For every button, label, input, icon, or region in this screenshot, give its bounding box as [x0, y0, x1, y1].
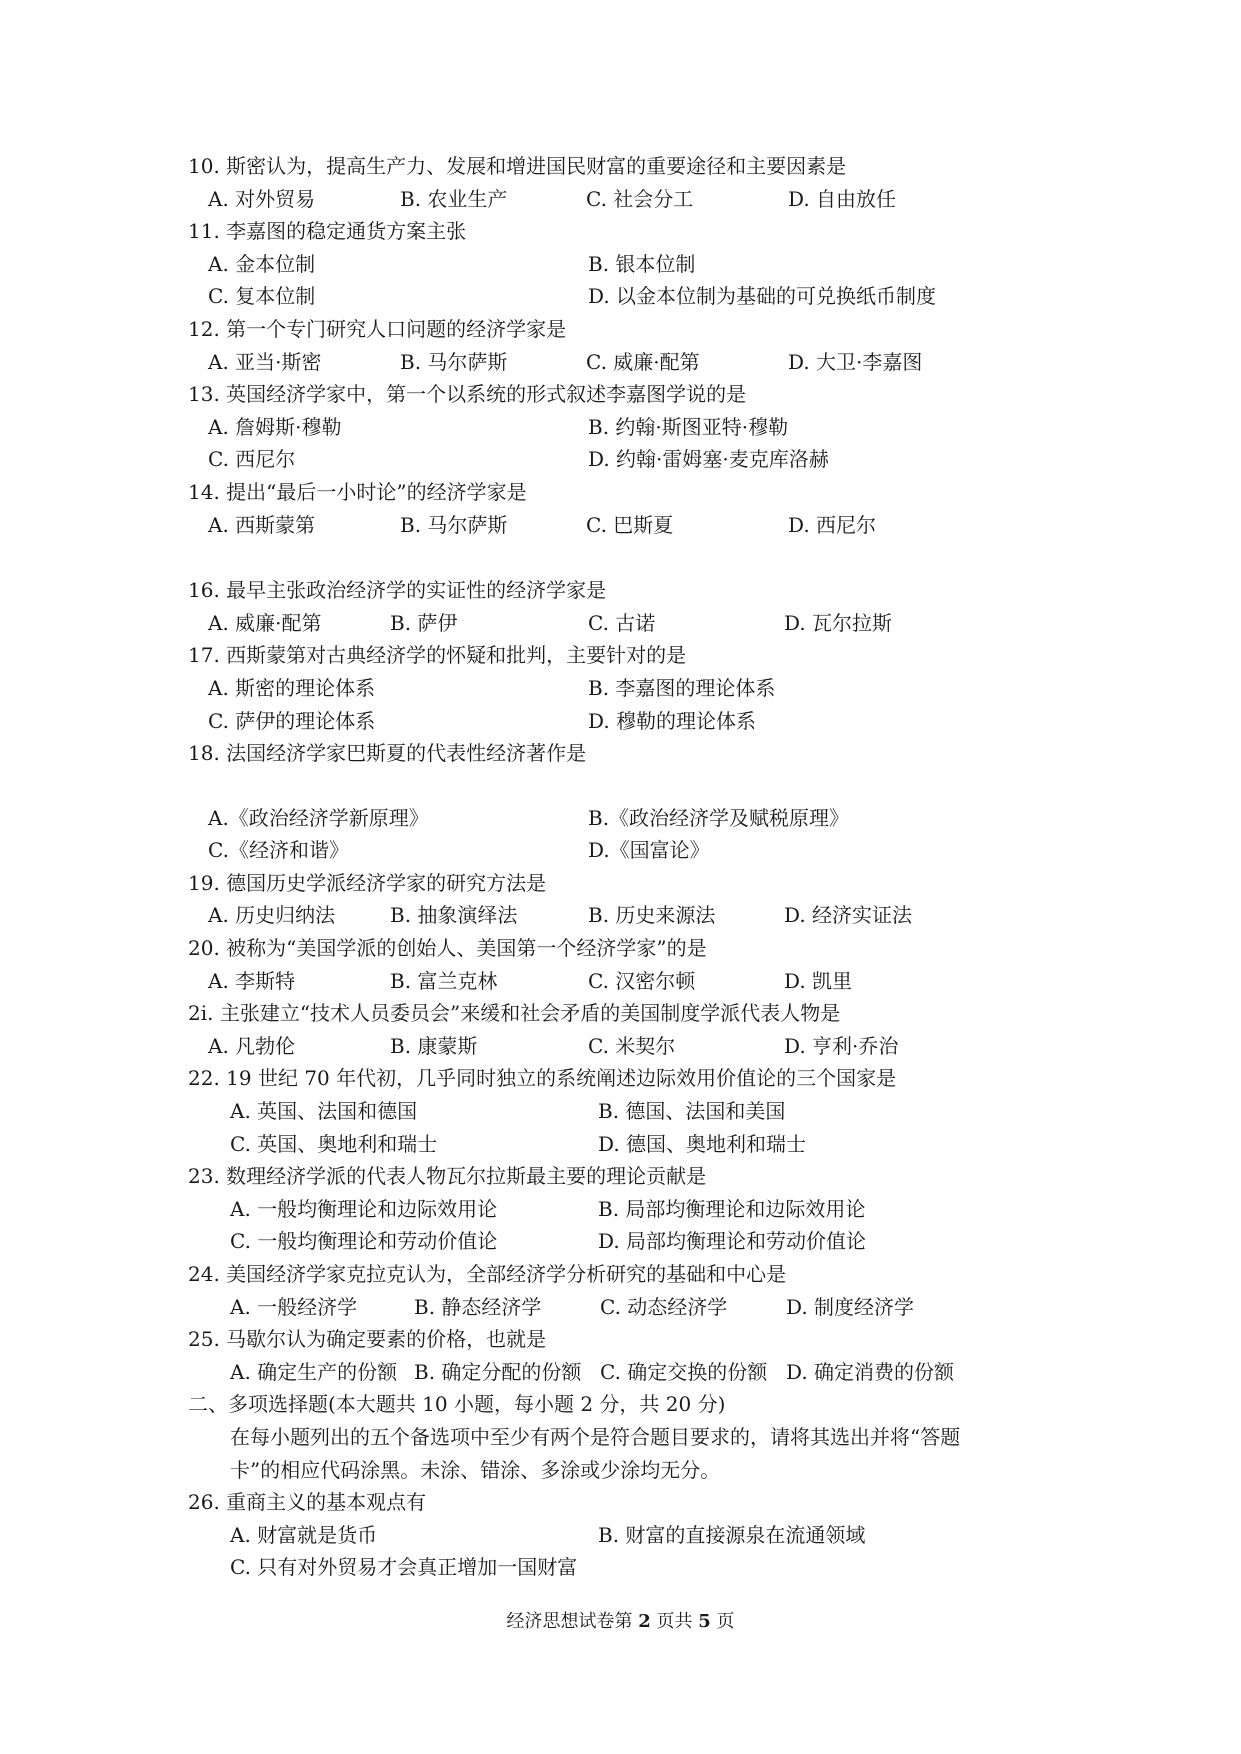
question-stem: 10. 斯密认为，提高生产力、发展和增进国民财富的重要途径和主要因素是 [188, 154, 847, 178]
option: B. 富兰克林 [390, 968, 498, 993]
question-stem: 17. 西斯蒙第对古典经济学的怀疑和批判，主要针对的是 [188, 643, 687, 668]
question-stem: 22. 19 世纪 70 年代初，几乎同时独立的系统阐述边际效用价值论的三个国家是 [188, 1066, 897, 1091]
option-row [188, 411, 1068, 444]
option: D. 德国、奥地利和瑞士 [598, 1131, 807, 1156]
question-block [188, 867, 1068, 1063]
question-options [188, 802, 1068, 867]
option: B. 萨伊 [390, 610, 458, 635]
option: A. 西斯蒙第 [208, 512, 316, 537]
option-row [188, 802, 1068, 835]
option: D. 局部均衡理论和劳动价值论 [598, 1229, 867, 1254]
option: A. 一般均衡理论和边际效用论 [230, 1196, 498, 1221]
option: C. 巴斯夏 [586, 512, 674, 537]
option: C. 汉密尔顿 [588, 968, 696, 993]
option-row [188, 1095, 1068, 1128]
option: D. 凯里 [784, 968, 853, 993]
question-stem: 20. 被称为“美国学派的创始人、美国第一个经济学家”的是 [188, 936, 707, 961]
option: D.《国富论》 [588, 838, 710, 863]
option-row [188, 346, 1068, 379]
option: C. 威廉·配第 [586, 349, 700, 374]
option: A. 财富就是货币 [230, 1522, 378, 1547]
option-row [188, 280, 1068, 313]
option: B. 康蒙斯 [390, 1033, 478, 1058]
option: D. 大卫·李嘉图 [788, 349, 923, 374]
footer-suffix: 页 [716, 1611, 735, 1632]
option: A. 历史归纳法 [208, 903, 336, 928]
option-row [188, 1291, 1068, 1324]
question-block [188, 574, 1068, 770]
option: D. 经济实证法 [784, 903, 913, 928]
option: C. 西尼尔 [208, 447, 296, 472]
question-stem: 14. 提出“最后一小时论”的经济学家是 [188, 479, 527, 504]
option: B. 德国、法国和美国 [598, 1099, 786, 1124]
option-row [188, 443, 1068, 476]
option: A. 詹姆斯·穆勒 [208, 414, 342, 439]
option: B. 抽象演绎法 [390, 903, 518, 928]
option: B. 确定分配的份额 [414, 1359, 582, 1384]
option-row [188, 1356, 1068, 1389]
question-stem: 12. 第一个专门研究人口问题的经济学家是 [188, 316, 567, 341]
option: C. 英国、奥地利和瑞士 [230, 1131, 438, 1156]
option: D. 确定消费的份额 [786, 1359, 955, 1384]
footer-total-pages: 5 [698, 1611, 711, 1632]
question-stem: 19. 德国历史学派经济学家的研究方法是 [188, 870, 547, 895]
option: A. 威廉·配第 [208, 610, 322, 635]
option: A. 确定生产的份额 [230, 1359, 398, 1384]
option-row [188, 1030, 1068, 1063]
option: A. 英国、法国和德国 [230, 1099, 418, 1124]
option: C. 社会分工 [586, 186, 694, 211]
option-row [188, 183, 1068, 216]
exam-content [188, 150, 1068, 1584]
option: A. 金本位制 [208, 251, 316, 276]
option-row [188, 509, 1068, 542]
option: B. 历史来源法 [588, 903, 716, 928]
section-instructions: 在每小题列出的五个备选项中至少有两个是符合题目要求的，请将其选出并将“答题 [230, 1424, 961, 1449]
option: D. 约翰·雷姆塞·麦克库洛赫 [588, 447, 829, 472]
page-footer [0, 1607, 1241, 1637]
option: A. 李斯特 [208, 968, 296, 993]
option: B. 约翰·斯图亚特·穆勒 [588, 414, 789, 439]
blank-gap [188, 770, 1068, 802]
option: B. 银本位制 [588, 251, 696, 276]
option-row [188, 834, 1068, 867]
option-row [188, 1193, 1068, 1226]
question-stem: 26. 重商主义的基本观点有 [188, 1490, 427, 1515]
question-block [188, 150, 1068, 541]
section-instructions: 卡”的相应代码涂黑。未涂、错涂、多涂或少涂均无分。 [230, 1457, 721, 1482]
option-row [188, 1225, 1068, 1258]
option: C. 动态经济学 [600, 1294, 728, 1319]
question-stem: 18. 法国经济学家巴斯夏的代表性经济著作是 [188, 741, 587, 766]
option: A. 凡勃伦 [208, 1033, 296, 1058]
option-row [188, 965, 1068, 998]
option: A.《政治经济学新原理》 [208, 805, 429, 830]
option: C. 米契尔 [588, 1033, 676, 1058]
question-block [188, 1062, 1068, 1388]
question-stem: 11. 李嘉图的稳定通货方案主张 [188, 219, 467, 244]
option: D. 自由放任 [788, 186, 897, 211]
option: C. 一般均衡理论和劳动价值论 [230, 1229, 498, 1254]
question-stem: 25. 马歇尔认为确定要素的价格，也就是 [188, 1327, 547, 1352]
option: D. 瓦尔拉斯 [784, 610, 893, 635]
option: C. 确定交换的份额 [600, 1359, 768, 1384]
footer-page-number: 2 [638, 1611, 651, 1632]
question-stem: 2i. 主张建立“技术人员委员会”来缓和社会矛盾的美国制度学派代表人物是 [188, 1001, 841, 1026]
option: A. 一般经济学 [230, 1294, 358, 1319]
option: B.《政治经济学及赋税原理》 [588, 805, 850, 830]
option: B. 李嘉图的理论体系 [588, 675, 776, 700]
question-stem: 23. 数理经济学派的代表人物瓦尔拉斯最主要的理论贡献是 [188, 1164, 707, 1189]
option: A. 亚当·斯密 [208, 349, 322, 374]
question-stem: 24. 美国经济学家克拉克认为，全部经济学分析研究的基础和中心是 [188, 1262, 787, 1286]
option: C. 古诺 [588, 610, 656, 635]
footer-prefix: 经济思想试卷第 [506, 1611, 633, 1632]
option: D. 以金本位制为基础的可兑换纸币制度 [588, 284, 937, 309]
option: B. 马尔萨斯 [400, 349, 508, 374]
option-row [188, 1519, 1068, 1552]
option: A. 对外贸易 [208, 186, 316, 211]
option-row [188, 1128, 1068, 1161]
option: B. 农业生产 [400, 186, 508, 211]
option-row [188, 705, 1068, 738]
option-row [188, 607, 1068, 640]
option: D. 亨利·乔治 [784, 1033, 899, 1058]
question-stem: 13. 英国经济学家中，第一个以系统的形式叙述李嘉图学说的是 [188, 382, 747, 407]
question-stem: 16. 最早主张政治经济学的实证性的经济学家是 [188, 578, 607, 603]
option-row [188, 672, 1068, 705]
option-row [188, 899, 1068, 932]
option-row [188, 248, 1068, 281]
option: B. 财富的直接源泉在流通领域 [598, 1522, 866, 1547]
blank-gap [188, 541, 1068, 574]
option-row [188, 1551, 1068, 1584]
footer-mid: 页共 [656, 1611, 693, 1632]
option: B. 静态经济学 [414, 1294, 542, 1319]
option: D. 穆勒的理论体系 [588, 708, 757, 733]
option: D. 西尼尔 [788, 512, 877, 537]
option: B. 马尔萨斯 [400, 512, 508, 537]
option: C. 萨伊的理论体系 [208, 708, 376, 733]
section-heading: 二、多项选择题(本大题共 10 小题，每小题 2 分，共 20 分) [188, 1392, 726, 1417]
option: C. 只有对外贸易才会真正增加一国财富 [230, 1555, 578, 1580]
option: C.《经济和谐》 [208, 838, 349, 863]
option: C. 复本位制 [208, 284, 316, 309]
option: A. 斯密的理论体系 [208, 675, 376, 700]
option: B. 局部均衡理论和边际效用论 [598, 1196, 866, 1221]
option: D. 制度经济学 [786, 1294, 915, 1319]
